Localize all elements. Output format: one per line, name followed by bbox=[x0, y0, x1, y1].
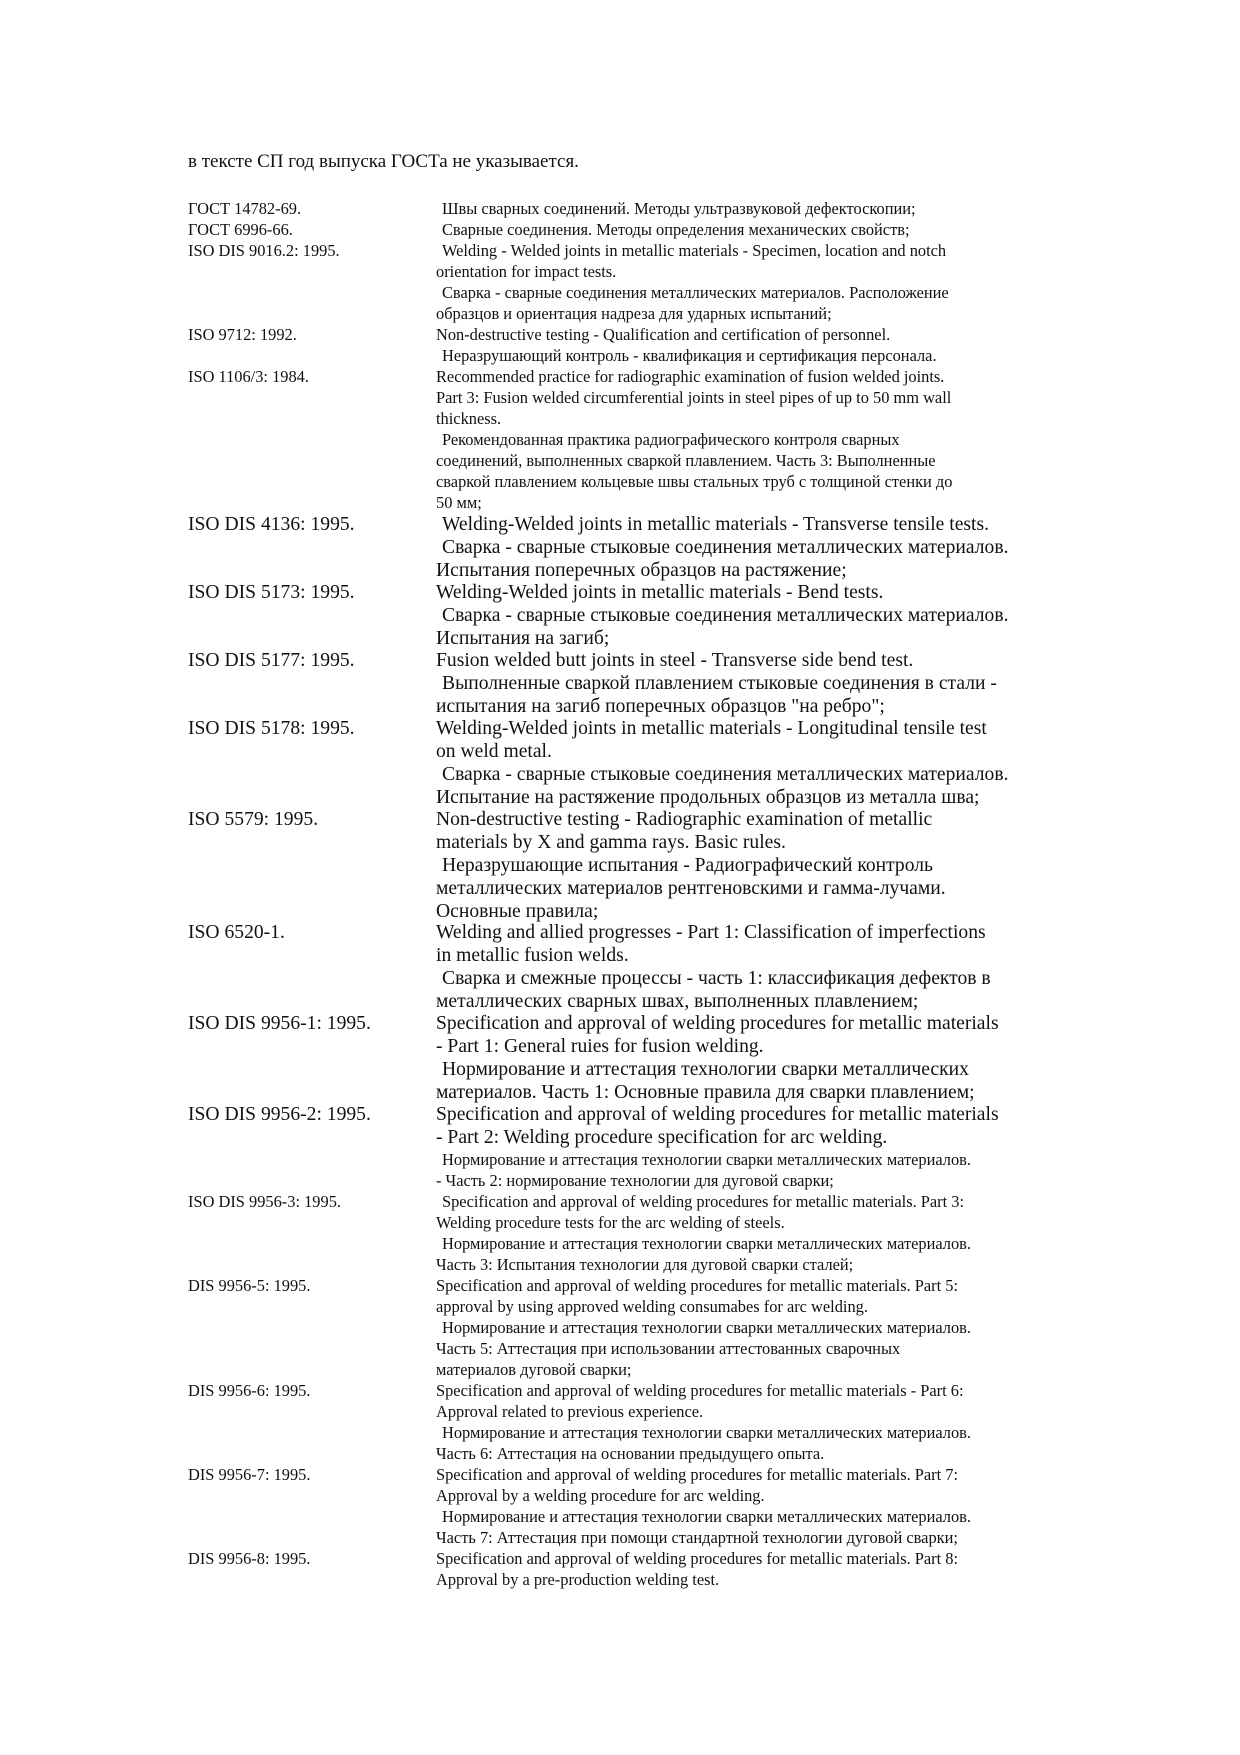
reference-line: Часть 6: Аттестация на основании предыдущего опыта. bbox=[436, 1444, 825, 1463]
reference-line: Часть 3: Испытания технологии для дуговой сварки сталей; bbox=[436, 1255, 854, 1274]
reference-line: Нормирование и аттестация технологии сварки металлических материалов. bbox=[442, 1318, 971, 1337]
reference-code: ISO DIS 9016.2: 1995. bbox=[188, 241, 340, 260]
reference-code: ISO 6520-1. bbox=[188, 922, 285, 943]
reference-line: Welding-Welded joints in metallic materials - Bend tests. bbox=[436, 582, 884, 603]
reference-line: Сварка - сварные стыковые соединения металлических материалов. bbox=[442, 764, 1009, 785]
reference-line: металлических сварных швах, выполненных плавлением; bbox=[436, 991, 919, 1012]
reference-code: ISO DIS 9956-1: 1995. bbox=[188, 1013, 371, 1034]
reference-line: Approval related to previous experience. bbox=[436, 1402, 704, 1421]
intro-text: в тексте СП год выпуска ГОСТа не указывается. bbox=[188, 151, 579, 172]
reference-line: - Part 1: General ruies for fusion welding. bbox=[436, 1036, 764, 1057]
reference-description bbox=[436, 1548, 1148, 1590]
reference-description bbox=[436, 1149, 1148, 1191]
reference-line: Выполненные сваркой плавлением стыковые соединения в стали - bbox=[442, 673, 997, 694]
reference-code: DIS 9956-6: 1995. bbox=[188, 1381, 311, 1400]
reference-code: DIS 9956-7: 1995. bbox=[188, 1465, 311, 1484]
reference-description bbox=[436, 649, 1148, 718]
reference-line: Approval by a welding procedure for arc welding. bbox=[436, 1486, 765, 1505]
reference-code: ISO DIS 5173: 1995. bbox=[188, 582, 355, 603]
reference-description bbox=[436, 219, 1148, 240]
reference-line: Испытания поперечных образцов на растяжение; bbox=[436, 560, 847, 581]
reference-line: материалов дуговой сварки; bbox=[436, 1360, 632, 1379]
reference-code: DIS 9956-8: 1995. bbox=[188, 1549, 311, 1568]
reference-code: ISO 1106/3: 1984. bbox=[188, 367, 309, 386]
reference-description bbox=[436, 921, 1148, 1013]
reference-description bbox=[436, 1275, 1148, 1380]
reference-code: ГОСТ 14782-69. bbox=[188, 199, 302, 218]
reference-description bbox=[436, 198, 1148, 219]
reference-line: образцов и ориентация надреза для ударных испытаний; bbox=[436, 304, 832, 323]
reference-line: Welding-Welded joints in metallic materials - Transverse tensile tests. bbox=[442, 514, 989, 535]
reference-line: Specification and approval of welding procedures for metallic materials. Part 3: bbox=[442, 1192, 965, 1211]
reference-line: испытания на загиб поперечных образцов "на ребро"; bbox=[436, 696, 885, 717]
reference-line: металлических материалов рентгеновскими и гамма-лучами. bbox=[436, 878, 946, 899]
reference-line: Specification and approval of welding procedures for metallic materials bbox=[436, 1013, 999, 1034]
reference-line: Часть 5: Аттестация при использовании аттестованных сварочных bbox=[436, 1339, 901, 1358]
reference-line: Швы сварных соединений. Методы ультразвуковой дефектоскопии; bbox=[442, 199, 916, 218]
reference-line: orientation for impact tests. bbox=[436, 262, 617, 281]
reference-code: ISO DIS 9956-2: 1995. bbox=[188, 1104, 371, 1125]
reference-line: Нормирование и аттестация технологии сварки металлических bbox=[442, 1059, 969, 1080]
reference-code: ISO 9712: 1992. bbox=[188, 325, 297, 344]
reference-line: Нормирование и аттестация технологии сварки металлических материалов. bbox=[442, 1507, 971, 1526]
reference-code: ISO 5579: 1995. bbox=[188, 809, 319, 830]
reference-line: Part 3: Fusion welded circumferential joints in steel pipes of up to 50 mm wall bbox=[436, 388, 952, 407]
reference-line: approval by using approved welding consumabes for arc welding. bbox=[436, 1297, 868, 1316]
reference-line: Specification and approval of welding procedures for metallic materials bbox=[436, 1104, 999, 1125]
reference-line: Specification and approval of welding procedures for metallic materials. Part 5: bbox=[436, 1276, 959, 1295]
reference-line: Нормирование и аттестация технологии сварки металлических материалов. bbox=[442, 1423, 971, 1442]
reference-description bbox=[436, 1012, 1148, 1104]
reference-description bbox=[436, 324, 1148, 366]
reference-line: Часть 7: Аттестация при помощи стандартной технологии дуговой сварки; bbox=[436, 1528, 958, 1547]
reference-line: Specification and approval of welding procedures for metallic materials. Part 7: bbox=[436, 1465, 959, 1484]
reference-line: in metallic fusion welds. bbox=[436, 945, 629, 966]
reference-line: материалов. Часть 1: Основные правила для сварки плавлением; bbox=[436, 1082, 975, 1103]
reference-line: сваркой плавлением кольцевые швы стальных труб с толщиной стенки до bbox=[436, 472, 953, 491]
reference-code: ISO DIS 5178: 1995. bbox=[188, 718, 355, 739]
reference-code: ГОСТ 6996-66. bbox=[188, 220, 293, 239]
reference-line: - Часть 2: нормирование технологии для дуговой сварки; bbox=[436, 1171, 834, 1190]
reference-description bbox=[436, 240, 1148, 324]
reference-line: Recommended practice for radiographic examination of fusion welded joints. bbox=[436, 367, 945, 386]
reference-line: Welding-Welded joints in metallic materials - Longitudinal tensile test bbox=[436, 718, 987, 739]
reference-line: соединений, выполненных сваркой плавлением. Часть 3: Выполненные bbox=[436, 451, 936, 470]
reference-description bbox=[436, 1103, 1148, 1149]
reference-code: DIS 9956-5: 1995. bbox=[188, 1276, 311, 1295]
reference-line: Fusion welded butt joints in steel - Transverse side bend test. bbox=[436, 650, 914, 671]
reference-line: Основные правила; bbox=[436, 901, 599, 922]
reference-description bbox=[436, 1464, 1148, 1548]
reference-line: on weld metal. bbox=[436, 741, 552, 762]
reference-line: materials by X and gamma rays. Basic rules. bbox=[436, 832, 786, 853]
reference-description bbox=[436, 1380, 1148, 1464]
reference-description bbox=[436, 513, 1148, 582]
reference-line: Welding and allied progresses - Part 1: Classification of imperfections bbox=[436, 922, 986, 943]
reference-description bbox=[436, 581, 1148, 650]
reference-line: Нормирование и аттестация технологии сварки металлических материалов. bbox=[442, 1234, 971, 1253]
reference-line: thickness. bbox=[436, 409, 502, 428]
reference-line: Неразрушающие испытания - Радиографический контроль bbox=[442, 855, 933, 876]
reference-line: Сварка и смежные процессы - часть 1: классификация дефектов в bbox=[442, 968, 991, 989]
reference-line: Non-destructive testing - Qualification and certification of personnel. bbox=[436, 325, 891, 344]
reference-code: ISO DIS 9956-3: 1995. bbox=[188, 1192, 341, 1211]
reference-line: Сварка - сварные соединения металлических материалов. Расположение bbox=[442, 283, 949, 302]
reference-line: Approval by a pre-production welding test. bbox=[436, 1570, 720, 1589]
reference-description bbox=[436, 717, 1148, 809]
reference-description bbox=[436, 366, 1148, 513]
reference-line: Испытания на загиб; bbox=[436, 628, 610, 649]
reference-line: Рекомендованная практика радиографического контроля сварных bbox=[442, 430, 900, 449]
reference-line: Испытание на растяжение продольных образцов из металла шва; bbox=[436, 787, 980, 808]
reference-line: Сварка - сварные стыковые соединения металлических материалов. bbox=[442, 605, 1009, 626]
reference-line: Specification and approval of welding procedures for metallic materials - Part 6: bbox=[436, 1381, 964, 1400]
reference-line: Неразрушающий контроль - квалификация и сертификация персонала. bbox=[442, 346, 937, 365]
reference-code: ISO DIS 5177: 1995. bbox=[188, 650, 355, 671]
reference-line: Specification and approval of welding procedures for metallic materials. Part 8: bbox=[436, 1549, 959, 1568]
reference-line: Non-destructive testing - Radiographic examination of metallic bbox=[436, 809, 933, 830]
reference-line: Сварные соединения. Методы определения механических свойств; bbox=[442, 220, 910, 239]
reference-line: - Part 2: Welding procedure specification for arc welding. bbox=[436, 1127, 888, 1148]
reference-description bbox=[436, 808, 1148, 923]
reference-line: Нормирование и аттестация технологии сварки металлических материалов. bbox=[442, 1150, 971, 1169]
reference-code: ISO DIS 4136: 1995. bbox=[188, 514, 355, 535]
reference-line: Welding procedure tests for the arc welding of steels. bbox=[436, 1213, 785, 1232]
reference-line: Welding - Welded joints in metallic materials - Specimen, location and notch bbox=[442, 241, 947, 260]
reference-line: Сварка - сварные стыковые соединения металлических материалов. bbox=[442, 537, 1009, 558]
reference-description bbox=[436, 1191, 1148, 1275]
reference-line: 50 мм; bbox=[436, 493, 482, 512]
